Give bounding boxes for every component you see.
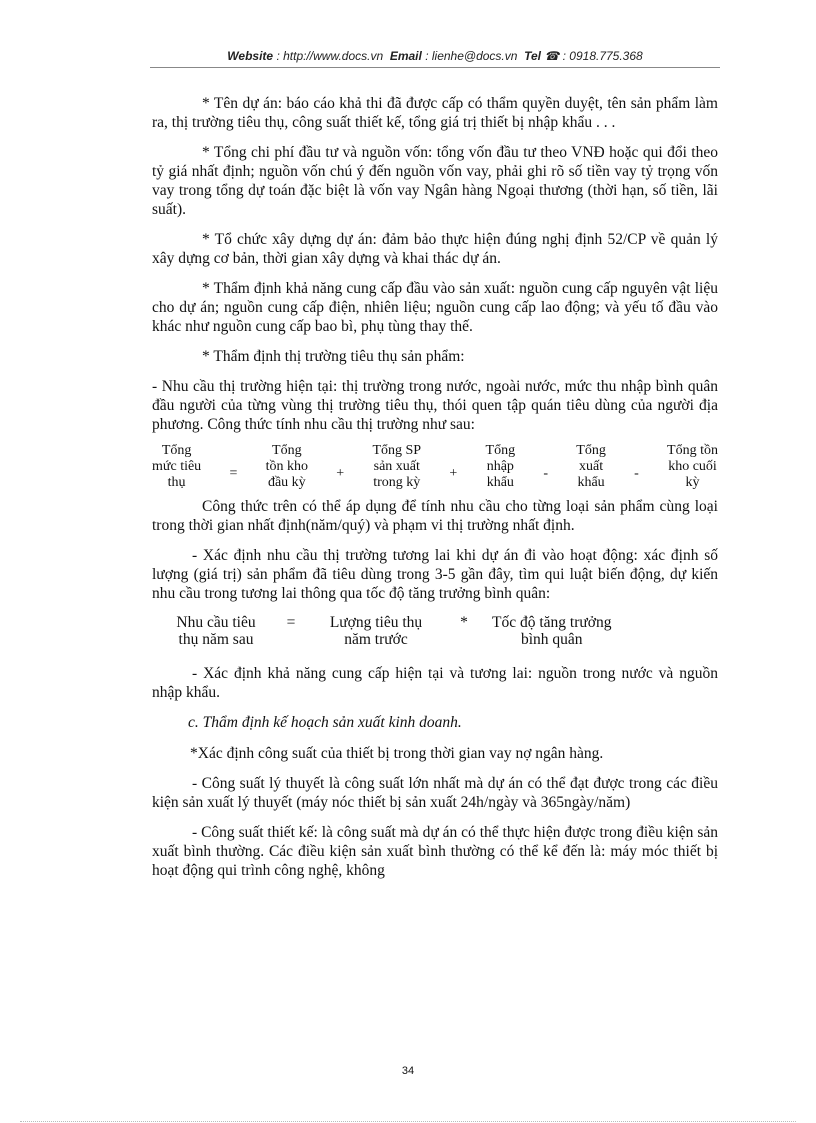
formula-term-production: Tổng SP sản xuất trong kỳ xyxy=(372,443,422,490)
paragraph-formula-usage: Công thức trên có thể áp dụng để tính nhu cầu cho từng loại sản phẩm cùng loại trong thời gian nhất định(năm/quý) và phạm vi thị trường nhất định. xyxy=(152,498,718,534)
plus-sign: + xyxy=(449,466,458,481)
formula-term-next-year-demand: Nhu cầu tiêu thụ năm sau xyxy=(176,614,256,648)
paragraph-market-heading: * Thẩm định thị trường tiêu thụ sản phẩm: xyxy=(202,348,465,365)
paragraph-input-supply: * Thẩm định khả năng cung cấp đầu vào sản xuất: nguồn cung cấp nguyên vật liệu cho dự án; nguồn cung cấp điện, nhiên liệu; nguồn cung cấp lao động; và yếu tố đầu vào khác như nguồn cung cấp bao bì, phụ tùng thay thế. xyxy=(152,280,718,335)
website-label: Website xyxy=(227,49,274,63)
formula-term-growth-rate: Tốc độ tăng trưởng bình quân xyxy=(492,614,612,648)
paragraph-current-demand: - Nhu cầu thị trường hiện tại: thị trường trong nước, ngoài nước, mức thu nhập bình quân đầu người của từng vùng thị trường tiêu thụ, thói quen tập quán tiêu dùng của người địa phương. Công thức tính nhu cầu thị trường như sau: xyxy=(152,378,718,433)
paragraph-project-name: * Tên dự án: báo cáo khả thi đã được cấp có thẩm quyền duyệt, tên sản phẩm làm ra, thị trường tiêu thụ, công suất thiết kế, tổng giá trị thiết bị nhập khẩu . . . xyxy=(152,95,718,131)
paragraph-investment: * Tổng chi phí đầu tư và nguồn vốn: tổng vốn đầu tư theo VNĐ hoặc qui đổi theo tỷ giá nhất định; nguồn vốn chú ý đến nguồn vốn vay, phải ghi rõ số tiền vay tỷ trọng vốn vay trong tổng dự toán đặc biệt là vốn vay Ngân hàng Ngoại thương (thời hạn, số tiền, lãi suất). xyxy=(152,144,718,218)
formula-term-imports: Tổng nhập khẩu xyxy=(485,443,516,490)
minus-sign: - xyxy=(634,466,639,481)
formula-term-previous-consumption: Lượng tiêu thụ năm trước xyxy=(329,614,423,648)
document-body xyxy=(152,94,718,891)
page-number: 34 xyxy=(401,1065,415,1077)
tel-label: Tel xyxy=(524,49,541,63)
page-bottom-divider xyxy=(20,1121,796,1122)
paragraph-construction: * Tổ chức xây dựng dự án: đảm bảo thực hiện đúng nghị định 52/CP về quản lý xây dựng cơ bản, thời gian xây dựng và khai thác dự án. xyxy=(152,231,718,267)
paragraph-supply-capacity: - Xác định khả năng cung cấp hiện tại và tương lai: nguồn trong nước và nguồn nhập khẩu. xyxy=(152,665,718,701)
email-label: Email xyxy=(389,49,422,63)
formula-term-opening-stock: Tổng tồn kho đầu kỳ xyxy=(265,443,309,490)
minus-sign: - xyxy=(543,466,549,481)
paragraph-design-capacity: - Công suất thiết kế: là công suất mà dự án có thể thực hiện được trong điều kiện sản xuất bình thường. Các điều kiện sản xuất bình thường có thể kể đến là: máy móc thiết bị hoạt động qui trình công nghệ, không xyxy=(152,824,718,879)
page-header xyxy=(150,49,720,63)
website-value: : http://www.docs.vn xyxy=(276,49,384,63)
formula-term-total-consumption: Tổng mức tiêu thụ xyxy=(152,443,202,490)
paragraph-capacity-heading: *Xác định công suất của thiết bị trong thời gian vay nợ ngân hàng. xyxy=(190,745,604,762)
header-divider xyxy=(150,67,720,68)
formula-term-exports: Tổng xuất khẩu xyxy=(576,443,606,490)
plus-sign: + xyxy=(336,466,345,481)
equals-sign: = xyxy=(286,614,296,631)
equals-sign: = xyxy=(229,466,238,481)
paragraph-future-demand: - Xác định nhu cầu thị trường tương lai khi dự án đi vào hoạt động: xác định số lượng (giá trị) sản phẩm đã tiêu dùng trong 3-5 gần đây, tìm qui luật biến động, dự kiến nhu cầu trong tương lai thông qua tốc độ tăng trưởng bình quân: xyxy=(152,547,718,602)
multiply-sign: * xyxy=(460,614,468,631)
email-value: : lienhe@docs.vn xyxy=(425,49,518,63)
section-heading-c: c. Thẩm định kế hoạch sản xuất kinh doanh. xyxy=(188,714,462,731)
growth-formula xyxy=(166,614,718,648)
tel-value: ☎ : 0918.775.368 xyxy=(544,49,643,63)
formula-term-closing-stock: Tổng tồn kho cuối kỳ xyxy=(667,443,718,490)
demand-formula xyxy=(152,443,718,491)
paragraph-theoretical-capacity: - Công suất lý thuyết là công suất lớn nhất mà dự án có thể đạt được trong các điều kiện sản xuất lý thuyết (máy nóc thiết bị sản xuất 24h/ngày và 365ngày/năm) xyxy=(152,775,718,811)
